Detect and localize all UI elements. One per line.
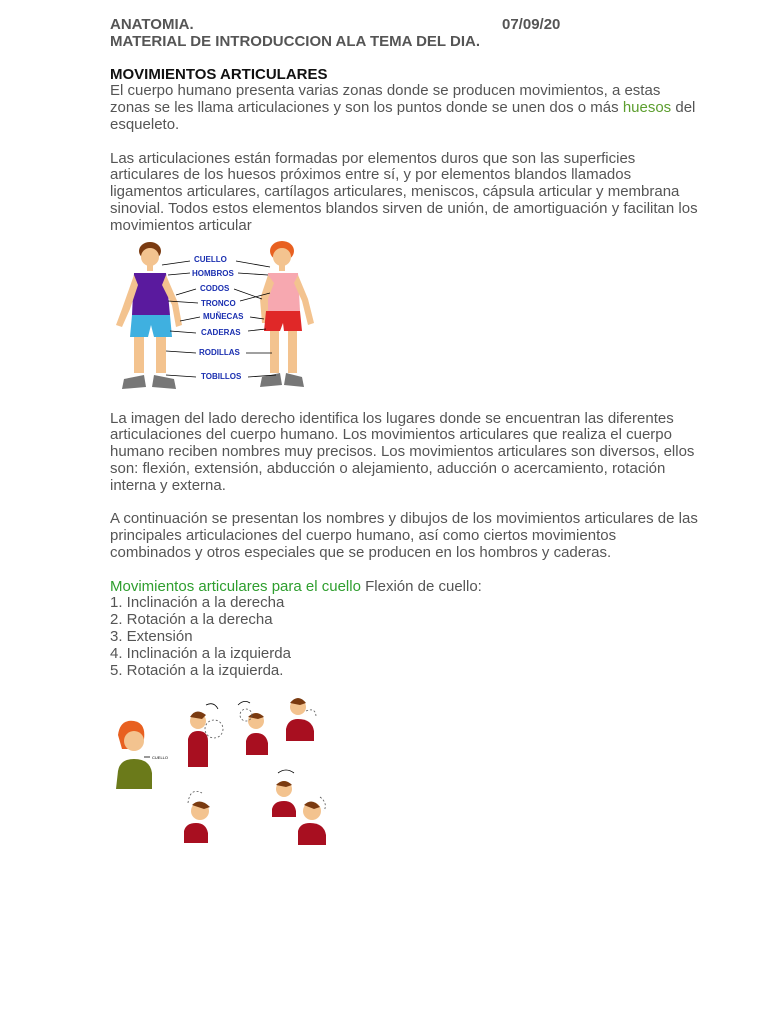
neck-item-4: 4. Inclinación a la izquierda: [110, 644, 291, 662]
neck-movements-illustration: [110, 693, 334, 853]
neck-item-3: 3. Extensión: [110, 627, 193, 645]
body-joints-illustration: [110, 239, 322, 399]
boy-neck-5: [272, 770, 296, 817]
paragraph-structure: Las articulaciones están formadas por elementos duros que son las superficies articulares de los huesos próximos entre sí, y por elementos blandos llamados ligamentos articulares, cartílagos articulares, meniscos, cápsula articular y membrana sinovial. Todos estos elementos blandos sirven de unión, de amortiguación y facilitan los movimientos articular: [110, 149, 698, 234]
intro-paragraph: El cuerpo humano presenta varias zonas donde se producen movimientos, a estas zonas se les llama articulaciones y son los puntos donde se unen dos o más huesos del esqueleto.: [110, 82, 696, 133]
huesos-link[interactable]: huesos: [622, 99, 672, 117]
neck-subheading: Flexión de cuello:: [360, 577, 482, 595]
girl-neck-figure: [116, 721, 168, 789]
label-munecas: MUÑECAS: [203, 311, 244, 321]
label-codos: CODOS: [200, 283, 230, 293]
boy-neck-3: [286, 698, 316, 741]
paragraph-movements: La imagen del lado derecho identifica los lugares donde se encuentran las diferentes articulaciones del cuerpo humano. Los movimientos articulares que realiza el cuerpo humano reciben nombres muy precisos. Los movimientos articulares son diversos, ellos son: flexión, extensión, abducción o alejamiento, aducción o acercamiento, rotación interna y externa.: [110, 409, 695, 494]
label-tobillos: TOBILLOS: [201, 371, 242, 381]
label-rodillas: RODILLAS: [199, 347, 240, 357]
document-page: [110, 17, 700, 853]
neck-item-5: 5. Rotación a la izquierda.: [110, 661, 284, 679]
neck-item-2: 2. Rotación a la derecha: [110, 611, 273, 629]
label-tronco: TRONCO: [201, 298, 236, 308]
neck-item-1: 1. Inclinación a la derecha: [110, 594, 285, 612]
label-caderas: CADERAS: [201, 327, 241, 337]
cuello-small-label: CUELLO: [152, 755, 169, 761]
document-subtitle: MATERIAL DE INTRODUCCION ALA TEMA DEL DIA.: [110, 32, 480, 50]
section-title: MOVIMIENTOS ARTICULARES: [110, 65, 328, 83]
neck-movement-list: [110, 595, 700, 679]
boy-neck-6: [298, 797, 326, 845]
boy-neck-2: [238, 702, 268, 756]
boy-figure: [116, 242, 182, 389]
label-cuello: CUELLO: [194, 254, 227, 264]
boy-neck-4: [184, 792, 210, 844]
girl-figure: [260, 241, 314, 387]
neck-heading: Movimientos articulares para el cuello: [110, 577, 361, 595]
boy-neck-1: [188, 704, 223, 767]
subject-title: ANATOMIA.: [110, 16, 194, 33]
document-header: [110, 17, 700, 51]
paragraph-intro-list: A continuación se presentan los nombres y dibujos de los movimientos articulares de las principales articulaciones del cuerpo humano, así como ciertos movimientos combinados y otros especiales que se producen en los hombros y caderas.: [110, 510, 698, 561]
label-hombros: HOMBROS: [192, 268, 234, 278]
document-date: 07/09/20: [502, 16, 561, 33]
neck-heading-line: [110, 579, 700, 596]
